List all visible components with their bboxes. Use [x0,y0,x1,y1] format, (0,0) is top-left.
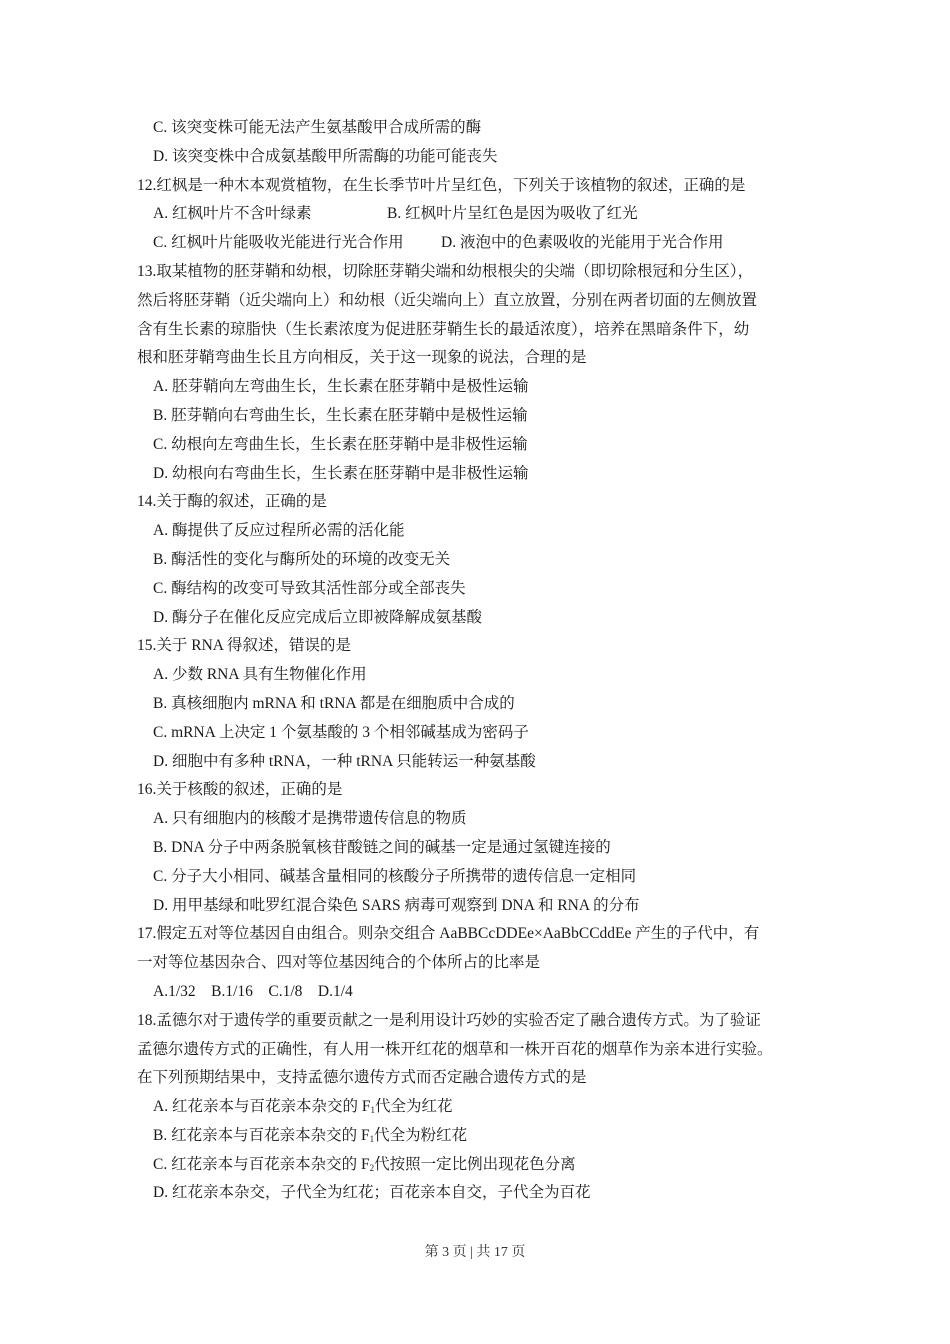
q18-option-d: D. 红花亲本杂交，子代全为红花；百花亲本自交，子代全为百花 [153,1184,591,1202]
subscript: 2 [369,1162,375,1173]
q15-option-d: D. 细胞中有多种 tRNA，一种 tRNA 只能转运一种氨基酸 [153,752,536,770]
q17-stem-line-2: 一对等位基因杂合、四对等位基因纯合的个体所占的比率是 [137,954,541,972]
q13-option-c: C. 幼根向左弯曲生长，生长素在胚芽鞘中是非极性运输 [153,435,528,453]
q18-option-c [137,1151,817,1180]
q17-stem-line-1: 17.假定五对等位基因自由组合。则杂交组合 AaBBCcDDEe×AaBbCCddEe 产生的子代中，有 [137,925,760,943]
q18-option-b-text-end: 代全为粉红花 [374,1126,468,1144]
q18-option-a-text: A. 红花亲本与百花亲本杂交的 F [153,1098,371,1116]
q12-option-d: D. 液泡中的色素吸收的光能用于光合作用 [441,234,724,252]
q12-option-c: C. 红枫叶片能吸收光能进行光合作用 [153,234,404,252]
q15-option-c: C. mRNA 上决定 1 个氨基酸的 3 个相邻碱基成为密码子 [153,723,529,741]
q18-stem-line-2: 孟德尔遗传方式的正确性，有人用一株开红花的烟草和一株开百花的烟草作为亲本进行实验。 [137,1040,773,1058]
q11-option-d: D. 该突变株中合成氨基酸甲所需酶的功能可能丧失 [153,147,498,165]
q18-option-a [137,1093,817,1122]
q15-option-b: B. 真核细胞内 mRNA 和 tRNA 都是在细胞质中合成的 [153,694,515,712]
q12-options-row-1 [137,200,817,229]
q15-option-a: A. 少数 RNA 具有生物催化作用 [153,666,367,684]
subscript: 1 [370,1105,375,1116]
q12-options-row-2 [137,229,817,258]
q18-option-b-text: B. 红花亲本与百花亲本杂交的 F [153,1126,370,1144]
q13-option-d: D. 幼根向右弯曲生长，生长素在胚芽鞘中是非极性运输 [153,464,529,482]
page-footer: 第 3 页 | 共 17 页 [424,1245,526,1260]
q12-option-a: A. 红枫叶片不含叶绿素 [153,205,312,223]
q16-option-c: C. 分子大小相同、碱基含量相同的核酸分子所携带的遗传信息一定相同 [153,867,637,885]
q14-option-b: B. 酶活性的变化与酶所处的环境的改变无关 [153,550,451,568]
q13-stem-line-2: 然后将胚芽鞘（近尖端向上）和幼根（近尖端向上）直立放置，分别在两者切面的左侧放置 [137,291,758,309]
q16-option-d: D. 用甲基绿和吡罗红混合染色 SARS 病毒可观察到 DNA 和 RNA 的分布 [153,896,640,914]
q13-option-a: A. 胚芽鞘向左弯曲生长，生长素在胚芽鞘中是极性运输 [153,378,529,396]
q16-option-b: B. DNA 分子中两条脱氧核苷酸链之间的碱基一定是通过氢键连接的 [153,838,611,856]
q13-option-b: B. 胚芽鞘向右弯曲生长，生长素在胚芽鞘中是极性运输 [153,406,528,424]
q13-stem-line-3: 含有生长素的琼脂快（生长素浓度为促进胚芽鞘生长的最适浓度），培养在黑暗条件下，幼 [137,320,750,338]
q13-stem-line-4: 根和胚芽鞘弯曲生长且方向相反，关于这一现象的说法，合理的是 [137,349,587,367]
q16-option-a: A. 只有细胞内的核酸才是携带遗传信息的物质 [153,810,467,828]
q18-stem-line-1: 18.孟德尔对于遗传学的重要贡献之一是利用设计巧妙的实验否定了融合遗传方式。为了验证 [137,1011,761,1029]
q18-stem-line-3: 在下列预期结果中，支持孟德尔遗传方式而否定融合遗传方式的是 [137,1069,587,1087]
q13-stem-line-1: 13.取某植物的胚芽鞘和幼根，切除胚芽鞘尖端和幼根根尖的尖端（即切除根冠和分生区）， [137,262,754,280]
q14-option-d: D. 酶分子在催化反应完成后立即被降解成氨基酸 [153,608,482,626]
q11-option-c: C. 该突变株可能无法产生氨基酸甲合成所需的酶 [153,119,482,136]
q14-option-a: A. 酶提供了反应过程所必需的活化能 [153,522,405,540]
q12-stem: 12.红枫是一种木本观赏植物，在生长季节叶片呈红色，下列关于该植物的叙述，正确的是 [137,176,746,194]
q17-options: A.1/32 B.1/16 C.1/8 D.1/4 [153,982,353,1000]
q18-option-c-text-end: 代按照一定比例出现花色分离 [374,1155,576,1173]
q12-option-b: B. 红枫叶片呈红色是因为吸收了红光 [387,205,638,223]
q18-option-c-text: C. 红花亲本与百花亲本杂交的 F [153,1155,370,1173]
q15-stem: 15.关于 RNA 得叙述，错误的是 [137,637,351,655]
q18-option-a-text-end: 代全为红花 [374,1098,453,1116]
q14-option-c: C. 酶结构的改变可导致其活性部分或全部丧失 [153,579,466,597]
q18-option-b [137,1122,817,1151]
subscript: 1 [369,1133,375,1144]
q14-stem: 14.关于酶的叙述，正确的是 [137,493,327,511]
q16-stem: 16.关于核酸的叙述，正确的是 [137,781,343,799]
document-page [137,114,817,1208]
